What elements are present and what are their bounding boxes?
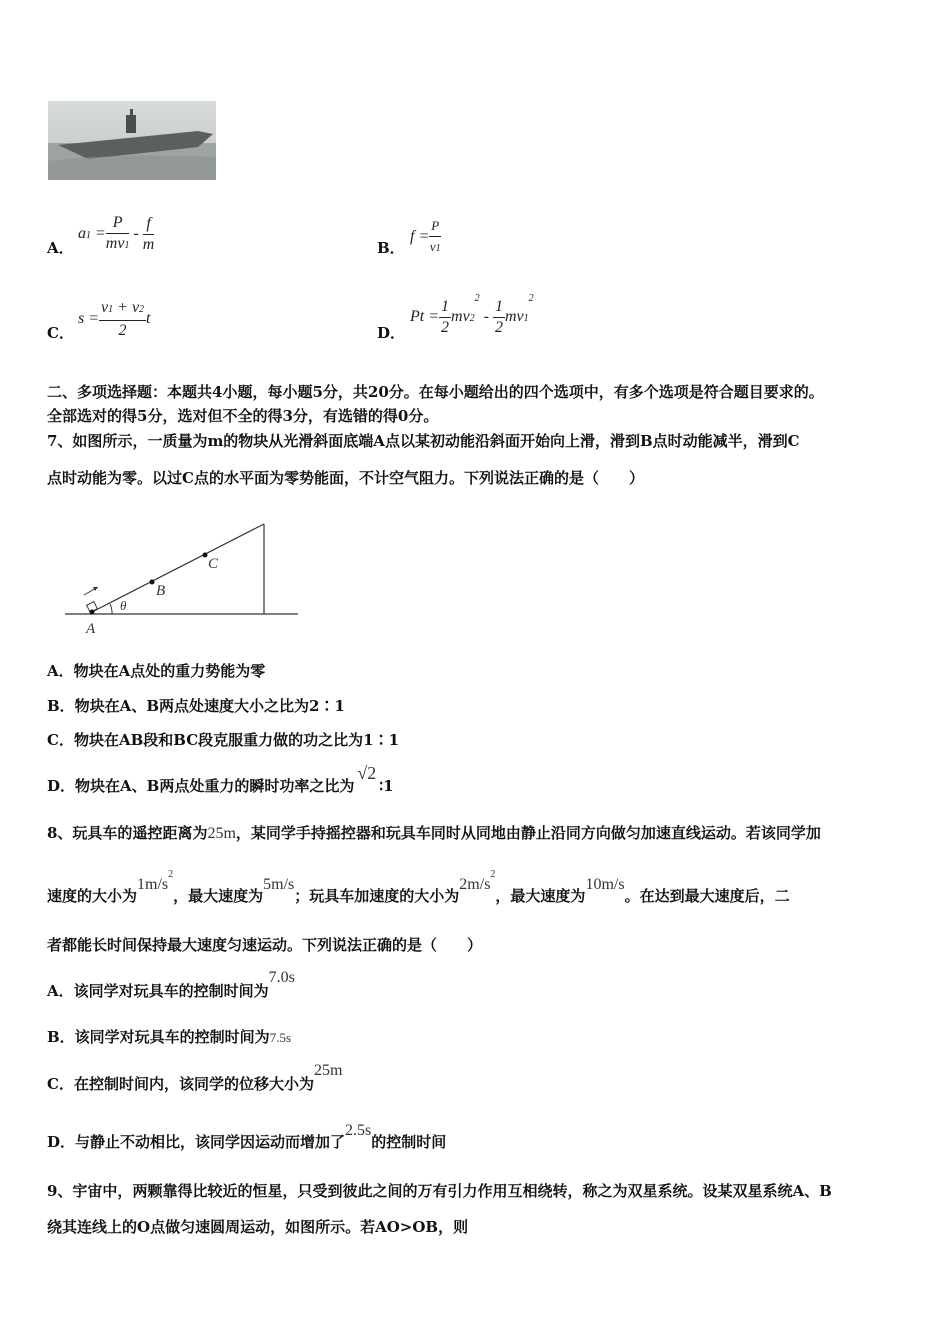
- q8-option-c: C．在控制时间内，该同学的位移大小为25m: [47, 1062, 343, 1093]
- q8-stem-line1: 8、玩具车的遥控距离为25m，某同学手持摇控器和玩具车同时从同地由静止沿同方向做匀加速直线运动。若该同学加: [47, 824, 821, 842]
- q9-stem-line2: 绕其连线上的O点做匀速圆周运动，如图所示。若AO>OB，则: [47, 1218, 469, 1236]
- q6-option-a-formula: a1 = $\frac{P}{mv1}$ - $\frac{f}{m}$: [78, 214, 155, 253]
- section-heading-line1: 二、多项选择题：本题共4小题，每小题5分，共20分。在每小题给出的四个选项中，有多个选项是符合题目要求的。: [47, 383, 824, 401]
- sqrt2-value: √2: [357, 763, 377, 783]
- q7-option-a: A．物块在A点处的重力势能为零: [47, 662, 266, 680]
- q9-stem-line1: 9、宇宙中，两颗靠得比较近的恒星，只受到彼此之间的万有引力作用互相绕转，称之为双星系统。设某双星系统A、B: [47, 1182, 832, 1200]
- q7-option-b: B．物块在A、B两点处速度大小之比为2∶1: [47, 697, 345, 715]
- q7-stem-line1: 7、如图所示，一质量为m的物块从光滑斜面底端A点以某初动能沿斜面开始向上滑，滑到B点时动能减半，滑到C: [47, 432, 800, 450]
- q6-option-b-formula: f = $\frac{P}{v1}$: [410, 218, 441, 254]
- q6-option-c-label: C．: [47, 324, 74, 342]
- q6-option-c-formula: s = $\frac{v1 + v2}{2}$ t: [78, 299, 151, 339]
- q8-option-a: A．该同学对玩具车的控制时间为7.0s: [47, 969, 295, 1000]
- q8-option-b: B．该同学对玩具车的控制时间为7.5s: [47, 1028, 291, 1046]
- q7-stem-line2: 点时动能为零。以过C点的水平面为零势能面，不计空气阻力。下列说法正确的是（ ）: [47, 469, 644, 487]
- q6-option-b-label: B．: [377, 239, 405, 257]
- q7-option-c: C．物块在AB段和BC段克服重力做的功之比为1∶1: [47, 731, 400, 749]
- q6-option-d-label: D．: [377, 324, 406, 342]
- fig-label-a: A: [86, 621, 96, 637]
- section-heading-line2: 全部选对的得5分，选对但不全的得3分，有选错的得0分。: [47, 407, 439, 425]
- q8-option-d: D．与静止不动相比，该同学因运动而增加了2.5s的控制时间: [47, 1122, 447, 1151]
- q8-stem-line2: 速度的大小为$1m/s^2$，最大速度为5m/s；玩具车加速度的大小为$2m/s^2$，最大速度为10m/s。在达到最大速度后，二: [47, 869, 790, 905]
- q6-option-a-label: A．: [47, 239, 74, 257]
- q7-incline-diagram: [60, 515, 305, 640]
- fig-label-theta: θ: [120, 598, 127, 613]
- q7-option-d: D．物块在A、B两点处重力的瞬时功率之比为√2∶1: [47, 763, 394, 795]
- fig-label-b: B: [156, 583, 166, 599]
- q6-option-d-formula: Pt = $\frac{1}{2}$ $mv2^2$ - $\frac{1}{2}$ $mv1^2$: [410, 293, 534, 336]
- aircraft-carrier-image: [48, 101, 216, 180]
- fig-label-c: C: [208, 556, 219, 572]
- q8-stem-line3: 者都能长时间保持最大速度匀速运动。下列说法正确的是（ ）: [47, 936, 483, 954]
